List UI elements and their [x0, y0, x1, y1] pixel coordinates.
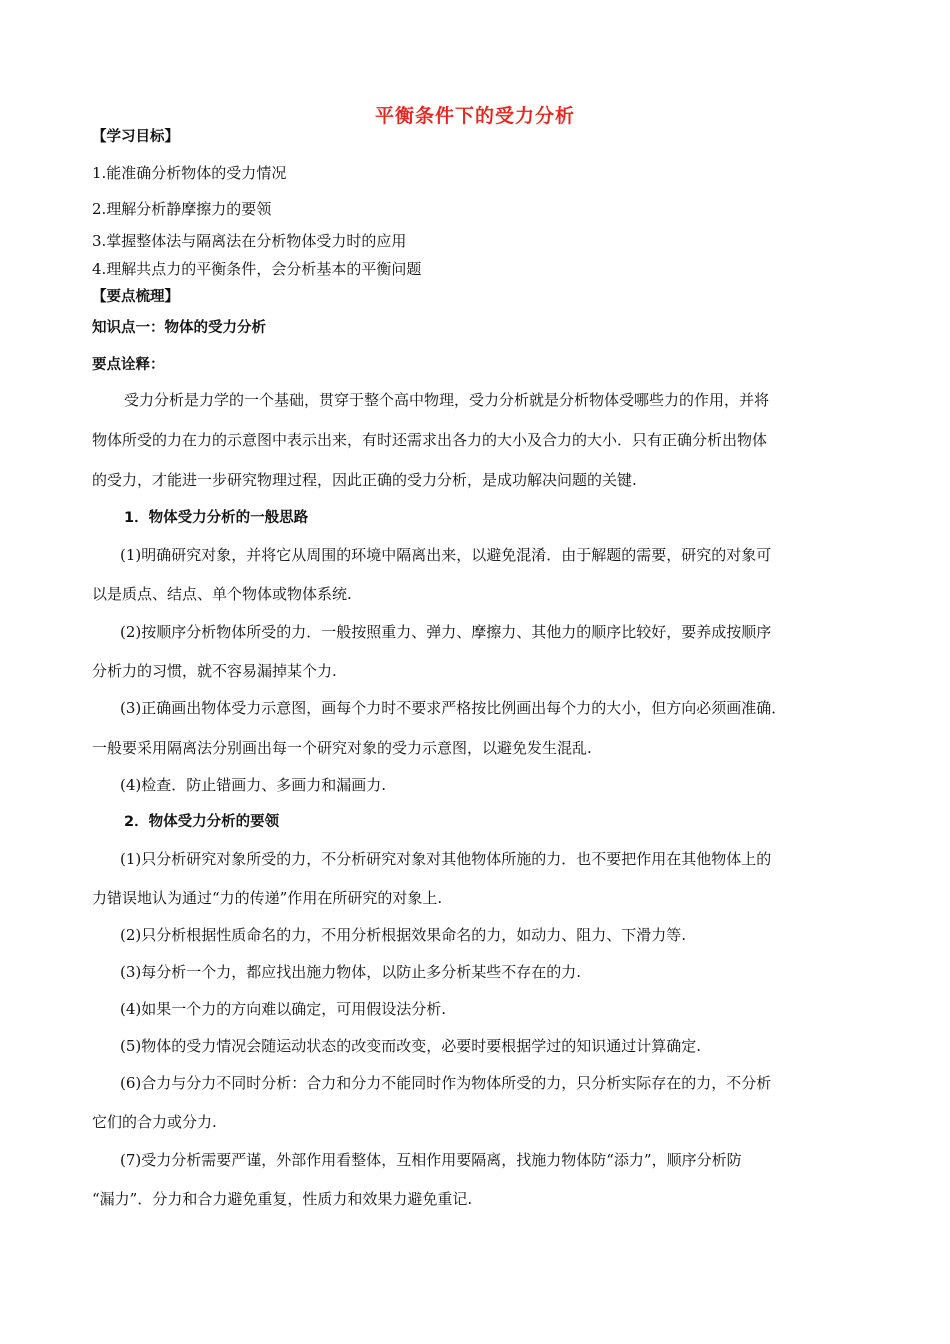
paragraph-line: (3)每分析一个力，都应找出施力物体，以防止多分析某些不存在的力.: [120, 963, 582, 981]
paragraph-line: 一般要采用隔离法分别画出每一个研究对象的受力示意图，以避免发生混乱.: [92, 739, 592, 757]
paragraph-line: 以是质点、结点、单个物体或物体系统.: [92, 585, 352, 603]
objectives-heading: 【学习目标】: [92, 129, 179, 145]
paragraph-line: 分析力的习惯，就不容易漏掉某个力.: [92, 662, 337, 680]
paragraph-line: 物体所受的力在力的示意图中表示出来，有时还需求出各力的大小及合力的大小．只有正确分析出物体: [92, 431, 768, 449]
paragraph-line: 力错误地认为通过“力的传递”作用在所研究的对象上.: [92, 889, 443, 907]
paragraph-line: 受力分析是力学的一个基础，贯穿于整个高中物理，受力分析就是分析物体受哪些力的作用，并将: [124, 391, 770, 409]
paragraph-line: 的受力，才能进一步研究物理过程，因此正确的受力分析，是成功解决问题的关键.: [92, 471, 637, 489]
objective-item: 4.理解共点力的平衡条件，会分析基本的平衡问题: [92, 260, 422, 278]
explanation-label: 要点诠释：: [92, 357, 165, 373]
paragraph-line: (5)物体的受力情况会随运动状态的改变而改变，必要时要根据学过的知识通过计算确定.: [120, 1037, 702, 1055]
paragraph-line: (6)合力与分力不同时分析：合力和分力不能同时作为物体所受的力，只分析实际存在的力，不分析: [120, 1074, 772, 1092]
paragraph-line: (2)只分析根据性质命名的力，不用分析根据效果命名的力，如动力、阻力、下滑力等.: [120, 926, 687, 944]
paragraph-line: (7)受力分析需要严谨，外部作用看整体，互相作用要隔离，找施力物体防“添力”，顺序分析防: [120, 1151, 742, 1169]
paragraph-line: (3)正确画出物体受力示意图，画每个力时不要求严格按比例画出每个力的大小，但方向必须画准确．: [120, 699, 787, 717]
paragraph-line: (2)按顺序分析物体所受的力．一般按照重力、弹力、摩擦力、其他力的顺序比较好，要养成按顺序: [120, 623, 772, 641]
paragraph-line: (4)检查．防止错画力、多画力和漏画力.: [120, 776, 387, 794]
objective-item: 3.掌握整体法与隔离法在分析物体受力时的应用: [92, 232, 407, 250]
paragraph-line: (1)只分析研究对象所受的力，不分析研究对象对其他物体所施的力．也不要把作用在其他物体上的: [120, 850, 772, 868]
knowledge-point-heading: 知识点一：物体的受力分析: [92, 320, 266, 336]
paragraph-line: 它们的合力或分力.: [92, 1113, 217, 1131]
objective-item: 2.理解分析静摩擦力的要领: [92, 200, 272, 218]
section2-heading: 2．物体受力分析的要领: [124, 814, 280, 830]
document-title: 平衡条件下的受力分析: [374, 105, 575, 127]
paragraph-line: (1)明确研究对象，并将它从周围的环境中隔离出来，以避免混淆．由于解题的需要，研究的对象可: [120, 546, 772, 564]
paragraph-line: (4)如果一个力的方向难以确定，可用假设法分析.: [120, 1000, 447, 1018]
objective-item: 1.能准确分析物体的受力情况: [92, 164, 287, 182]
section1-heading: 1．物体受力分析的一般思路: [124, 510, 309, 526]
paragraph-line: “漏力”．分力和合力避免重复，性质力和效果力避免重记.: [92, 1190, 473, 1208]
key-points-heading: 【要点梳理】: [92, 289, 179, 305]
